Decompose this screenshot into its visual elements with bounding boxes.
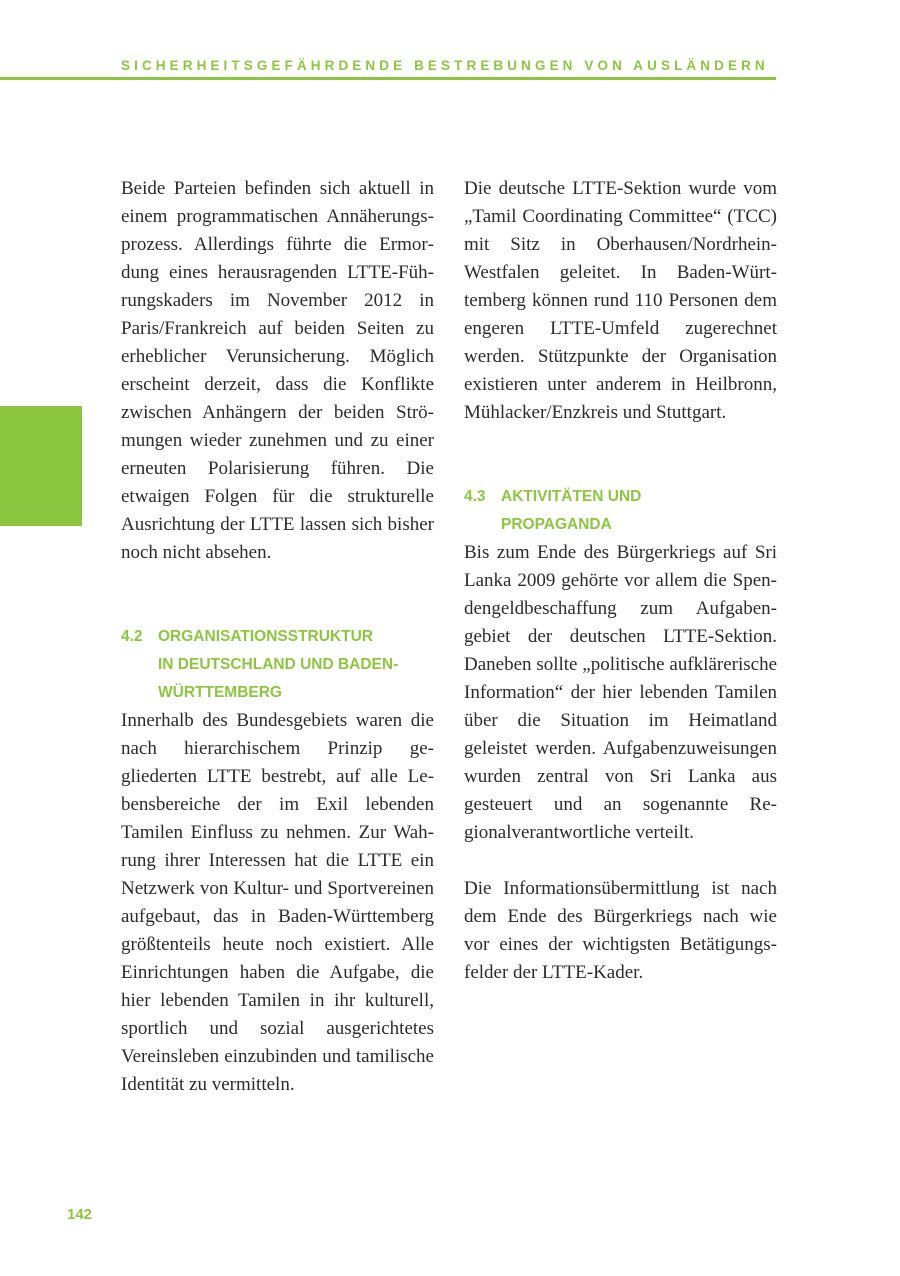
page-number: 142 (67, 1206, 93, 1223)
running-header-title: SICHERHEITSGEFÄHRDENDE BESTREBUNGEN VON AUSLÄNDERN (121, 58, 769, 73)
section-heading-4-2 (121, 623, 434, 707)
section-paragraph-4-3-a: Bis zum Ende des Bürgerkriegs auf Sri Lanka 2009 gehörte vor allem die Spendengeldbeschaffung zum Aufgabengebiet der deutschen LTTE-Sektion. Daneben sollte „politische aufklärerische Information“ der hier lebenden Tamilen über die Situation im Heimatland geleistet werden. Aufgabenzuweisungen wurden zentral von Sri Lanka aus gesteuert und an sogenannte Regionalverantwortliche verteilt. (464, 542, 777, 843)
section-number: 4.2 (121, 628, 143, 645)
right-column (464, 175, 777, 987)
chapter-tab-marker (0, 406, 82, 526)
header-divider (0, 77, 776, 80)
left-column (121, 175, 434, 1099)
section-heading-4-3 (464, 483, 777, 539)
section-paragraph-4-2: Innerhalb des Bundesgebiets waren die nach hierarchischem Prinzip gegliederten LTTE bestrebt, auf alle Lebensbereiche der im Exil lebenden Tamilen Einfluss zu nehmen. Zur Wahrung ihrer Interessen hat die LTTE ein Netzwerk von Kultur- und Sportvereinen aufgebaut, das in Baden-Württemberg größtenteils heute noch existiert. Alle Einrichtungen haben die Aufgabe, die hier lebenden Tamilen in ihr kulturell, sportlich und sozial ausgerichtetes Vereinsleben einzubinden und tamilische Identität zu vermitteln. (121, 710, 434, 1095)
section-title: AKTIVITÄTEN UND PROPAGANDA (501, 488, 642, 533)
intro-paragraph-right: Die deutsche LTTE-Sektion wurde vom „Tamil Coordinating Committee“ (TCC) mit Sitz in Oberhausen/Nordrhein-Westfalen geleitet. In Baden-Württemberg können rund 110 Personen dem engeren LTTE-Umfeld zugerechnet werden. Stützpunkte der Organisation existieren unter anderem in Heilbronn, Mühlacker/Enzkreis und Stuttgart. (464, 178, 777, 423)
section-title: ORGANISATIONSSTRUKTUR IN DEUTSCHLAND UND BADEN- WÜRTTEMBERG (158, 628, 399, 701)
section-number: 4.3 (464, 488, 486, 505)
intro-paragraph-left: Beide Parteien befinden sich aktuell in einem programmatischen Annäherungsprozess. Allerdings führte die Ermordung eines herausragenden LTTE-Führungskaders im November 2012 in Paris/Frankreich auf beiden Seiten zu erheblicher Verunsicherung. Möglich erscheint derzeit, dass die Konflikte zwischen Anhängern der beiden Strömungen wieder zunehmen und zu einer erneuten Polarisierung führen. Die etwaigen Folgen für die strukturelle Ausrichtung der LTTE lassen sich bisher noch nicht absehen. (121, 178, 434, 563)
section-paragraph-4-3-b: Die Informationsübermittlung ist nach dem Ende des Bürgerkriegs nach wie vor eines der wichtigsten Betätigungsfelder der LTTE-Kader. (464, 878, 777, 983)
